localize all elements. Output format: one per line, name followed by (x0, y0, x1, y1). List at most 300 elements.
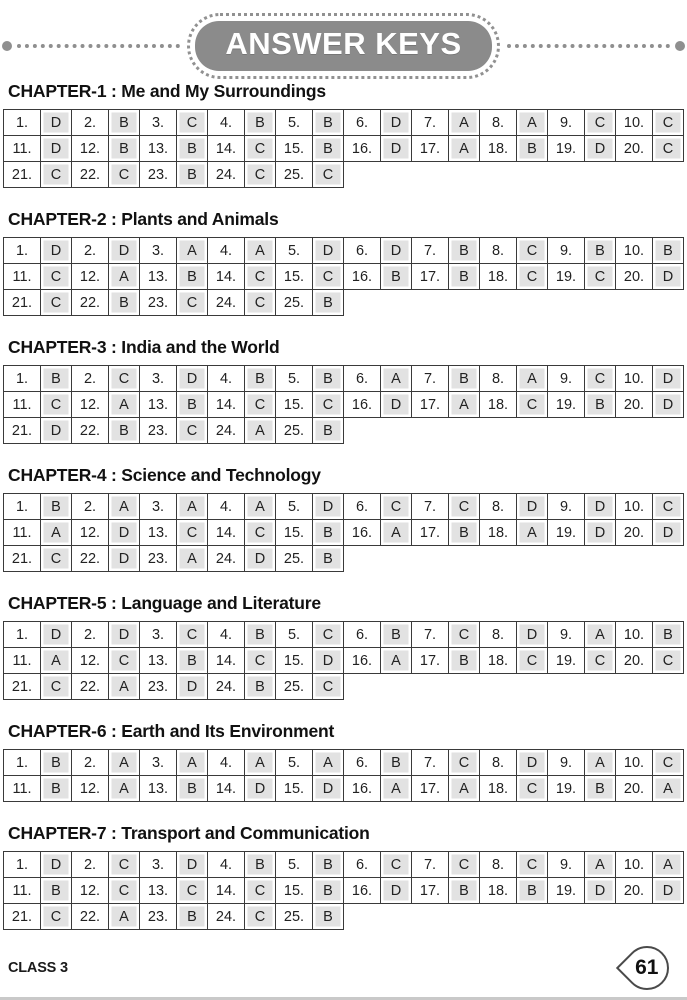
chapter-section (3, 721, 684, 802)
answer-cell: A (381, 366, 412, 392)
question-number-cell: 3. (140, 110, 177, 136)
page-footer (0, 946, 687, 990)
table-row (4, 110, 684, 136)
question-number-cell: 20. (616, 392, 653, 418)
answer-cell: D (41, 418, 72, 444)
answer-cell: C (177, 290, 208, 316)
answer-cell: C (109, 366, 140, 392)
answer-cell: A (381, 776, 412, 802)
question-number-cell: 9. (548, 750, 585, 776)
answer-cell: B (109, 110, 140, 136)
question-number-cell: 24. (208, 290, 245, 316)
answer-cell: C (245, 878, 276, 904)
answer-cell: C (245, 392, 276, 418)
chapter-section (3, 593, 684, 700)
answer-cell: A (109, 494, 140, 520)
answer-cell: D (109, 238, 140, 264)
answer-cell: B (585, 776, 616, 802)
answer-cell: A (109, 392, 140, 418)
question-number-cell: 2. (72, 238, 109, 264)
answer-cell: B (177, 776, 208, 802)
question-number-cell: 4. (208, 622, 245, 648)
question-number-cell: 23. (140, 290, 177, 316)
page-title: ANSWER KEYS (195, 21, 491, 71)
question-number-cell: 12. (72, 776, 109, 802)
answer-cell: C (109, 162, 140, 188)
answer-cell: C (517, 238, 548, 264)
question-number-cell: 24. (208, 162, 245, 188)
question-number-cell: 15. (276, 520, 313, 546)
answer-cell: B (449, 878, 480, 904)
question-number-cell: 16. (344, 648, 381, 674)
answer-cell: A (653, 852, 684, 878)
question-number-cell: 25. (276, 418, 313, 444)
question-number-cell: 19. (548, 878, 585, 904)
answer-cell: A (245, 238, 276, 264)
table-row (4, 366, 684, 392)
question-number-cell: 25. (276, 674, 313, 700)
question-number-cell: 15. (276, 136, 313, 162)
answer-cell: C (41, 904, 72, 930)
question-number-cell: 22. (72, 674, 109, 700)
answer-cell: C (41, 290, 72, 316)
question-number-cell: 10. (616, 750, 653, 776)
answer-cell: D (109, 546, 140, 572)
question-number-cell: 20. (616, 878, 653, 904)
answer-cell: D (381, 392, 412, 418)
question-number-cell: 14. (208, 136, 245, 162)
answer-cell: D (653, 392, 684, 418)
question-number-cell: 16. (344, 520, 381, 546)
answer-cell: C (313, 162, 344, 188)
question-number-cell: 21. (4, 418, 41, 444)
answer-cell: C (517, 648, 548, 674)
question-number-cell: 20. (616, 776, 653, 802)
table-row (4, 520, 684, 546)
question-number-cell: 16. (344, 392, 381, 418)
answer-cell: D (177, 852, 208, 878)
answer-cell: C (41, 546, 72, 572)
question-number-cell: 1. (4, 366, 41, 392)
answer-cell: B (449, 366, 480, 392)
answer-cell: A (245, 494, 276, 520)
question-number-cell: 17. (412, 264, 449, 290)
question-number-cell: 5. (276, 494, 313, 520)
answer-cell: C (653, 110, 684, 136)
answer-cell: C (109, 648, 140, 674)
answer-cell: B (313, 878, 344, 904)
question-number-cell: 1. (4, 622, 41, 648)
answer-cell: B (41, 776, 72, 802)
answer-cell: D (653, 366, 684, 392)
question-number-cell: 11. (4, 392, 41, 418)
question-number-cell: 12. (72, 392, 109, 418)
question-number-cell: 2. (72, 494, 109, 520)
page-number-badge (616, 937, 678, 999)
answer-cell: A (109, 904, 140, 930)
question-number-cell: 24. (208, 904, 245, 930)
question-number-cell: 14. (208, 776, 245, 802)
answer-cell: C (41, 264, 72, 290)
question-number-cell: 3. (140, 852, 177, 878)
answer-cell: B (41, 366, 72, 392)
question-number-cell: 6. (344, 622, 381, 648)
question-number-cell: 17. (412, 136, 449, 162)
answer-cell: A (109, 776, 140, 802)
question-number-cell: 22. (72, 904, 109, 930)
question-number-cell: 25. (276, 546, 313, 572)
question-number-cell: 25. (276, 290, 313, 316)
question-number-cell: 11. (4, 136, 41, 162)
answer-table (3, 621, 684, 700)
question-number-cell: 17. (412, 520, 449, 546)
question-number-cell: 11. (4, 878, 41, 904)
answer-cell: D (177, 674, 208, 700)
question-number-cell: 8. (480, 852, 517, 878)
answer-cell: D (41, 136, 72, 162)
question-number-cell: 16. (344, 264, 381, 290)
answer-cell: C (585, 110, 616, 136)
answer-cell: C (109, 878, 140, 904)
answer-cell: C (313, 622, 344, 648)
chapter-section (3, 209, 684, 316)
answer-cell: A (41, 520, 72, 546)
answer-cell: D (313, 776, 344, 802)
page-header (0, 0, 687, 66)
question-number-cell: 8. (480, 622, 517, 648)
question-number-cell: 5. (276, 110, 313, 136)
question-number-cell: 23. (140, 162, 177, 188)
question-number-cell: 6. (344, 110, 381, 136)
answer-cell: C (313, 392, 344, 418)
chapter-heading: CHAPTER-2 : Plants and Animals (8, 209, 279, 229)
question-number-cell: 20. (616, 264, 653, 290)
answer-cell: B (381, 750, 412, 776)
question-number-cell: 24. (208, 674, 245, 700)
question-number-cell: 9. (548, 494, 585, 520)
table-row (4, 622, 684, 648)
question-number-cell: 13. (140, 520, 177, 546)
answer-cell: A (585, 852, 616, 878)
answer-cell: D (585, 520, 616, 546)
question-number-cell: 18. (480, 392, 517, 418)
answer-cell: D (245, 546, 276, 572)
answer-cell: A (517, 520, 548, 546)
answer-cell: A (41, 648, 72, 674)
question-number-cell: 17. (412, 776, 449, 802)
question-number-cell: 4. (208, 366, 245, 392)
answer-cell: C (381, 852, 412, 878)
answer-cell: B (381, 622, 412, 648)
answer-cell: B (313, 290, 344, 316)
question-number-cell: 23. (140, 904, 177, 930)
question-number-cell: 3. (140, 366, 177, 392)
answer-cell: C (517, 264, 548, 290)
question-number-cell: 10. (616, 238, 653, 264)
answer-cell: B (177, 648, 208, 674)
answer-cell: C (517, 852, 548, 878)
question-number-cell: 22. (72, 546, 109, 572)
answer-cell: B (41, 494, 72, 520)
answer-cell: C (585, 366, 616, 392)
question-number-cell: 18. (480, 264, 517, 290)
answer-cell: D (109, 520, 140, 546)
question-number-cell: 21. (4, 162, 41, 188)
table-row (4, 162, 684, 188)
answer-cell: C (449, 494, 480, 520)
answer-cell: B (449, 238, 480, 264)
answer-cell: D (381, 238, 412, 264)
answer-cell: D (381, 110, 412, 136)
answer-cell: C (41, 674, 72, 700)
question-number-cell: 16. (344, 136, 381, 162)
answer-cell: B (449, 520, 480, 546)
question-number-cell: 12. (72, 136, 109, 162)
answer-cell: B (313, 904, 344, 930)
answer-cell: C (449, 852, 480, 878)
answer-cell: C (653, 648, 684, 674)
end-dot-left-icon (2, 41, 12, 51)
question-number-cell: 10. (616, 494, 653, 520)
question-number-cell: 19. (548, 392, 585, 418)
answer-cell: D (313, 494, 344, 520)
question-number-cell: 2. (72, 852, 109, 878)
question-number-cell: 18. (480, 878, 517, 904)
answer-cell: C (245, 264, 276, 290)
question-number-cell: 7. (412, 750, 449, 776)
answer-cell: A (449, 776, 480, 802)
table-row (4, 878, 684, 904)
answer-cell: C (313, 264, 344, 290)
question-number-cell: 4. (208, 750, 245, 776)
answer-cell: B (41, 878, 72, 904)
chapter-heading: CHAPTER-4 : Science and Technology (8, 465, 321, 485)
answer-cell: D (517, 622, 548, 648)
table-row (4, 290, 684, 316)
table-row (4, 852, 684, 878)
answer-cell: B (109, 290, 140, 316)
answer-cell: A (449, 392, 480, 418)
answer-cell: B (177, 392, 208, 418)
question-number-cell: 7. (412, 110, 449, 136)
answer-cell: B (245, 366, 276, 392)
question-number-cell: 13. (140, 392, 177, 418)
question-number-cell: 15. (276, 648, 313, 674)
question-number-cell: 22. (72, 418, 109, 444)
question-number-cell: 19. (548, 776, 585, 802)
answer-cell: B (313, 366, 344, 392)
question-number-cell: 4. (208, 110, 245, 136)
answer-cell: A (449, 136, 480, 162)
question-number-cell: 15. (276, 392, 313, 418)
table-row (4, 392, 684, 418)
answer-cell: A (653, 776, 684, 802)
answer-cell: A (517, 110, 548, 136)
question-number-cell: 4. (208, 494, 245, 520)
answer-cell: C (653, 750, 684, 776)
question-number-cell: 19. (548, 264, 585, 290)
answer-cell: A (177, 750, 208, 776)
answer-cell: D (585, 878, 616, 904)
answer-cell: C (177, 878, 208, 904)
table-row (4, 546, 684, 572)
answer-cell: C (653, 494, 684, 520)
question-number-cell: 17. (412, 648, 449, 674)
dotted-line-left (17, 44, 180, 48)
answer-cell: C (449, 750, 480, 776)
question-number-cell: 10. (616, 622, 653, 648)
question-number-cell: 18. (480, 520, 517, 546)
answer-cell: B (313, 520, 344, 546)
question-number-cell: 5. (276, 852, 313, 878)
question-number-cell: 15. (276, 776, 313, 802)
question-number-cell: 2. (72, 110, 109, 136)
answer-cell: C (177, 622, 208, 648)
question-number-cell: 9. (548, 366, 585, 392)
dotted-line-right (507, 44, 670, 48)
question-number-cell: 21. (4, 290, 41, 316)
answer-cell: C (313, 674, 344, 700)
question-number-cell: 7. (412, 494, 449, 520)
answer-cell: B (517, 878, 548, 904)
question-number-cell: 1. (4, 852, 41, 878)
answer-table (3, 749, 684, 802)
question-number-cell: 10. (616, 366, 653, 392)
answer-cell: B (585, 392, 616, 418)
answer-cell: A (585, 622, 616, 648)
question-number-cell: 23. (140, 546, 177, 572)
answer-cell: C (245, 648, 276, 674)
question-number-cell: 2. (72, 750, 109, 776)
table-row (4, 648, 684, 674)
question-number-cell: 20. (616, 648, 653, 674)
table-row (4, 776, 684, 802)
question-number-cell: 19. (548, 520, 585, 546)
table-row (4, 136, 684, 162)
answer-cell: A (585, 750, 616, 776)
question-number-cell: 3. (140, 750, 177, 776)
answer-cell: D (313, 238, 344, 264)
question-number-cell: 25. (276, 162, 313, 188)
answer-cell: C (517, 392, 548, 418)
chapter-heading: CHAPTER-7 : Transport and Communication (8, 823, 370, 843)
answer-cell: B (449, 648, 480, 674)
question-number-cell: 1. (4, 750, 41, 776)
question-number-cell: 8. (480, 366, 517, 392)
question-number-cell: 14. (208, 392, 245, 418)
page-number: 61 (635, 955, 659, 979)
question-number-cell: 20. (616, 520, 653, 546)
title-badge (195, 21, 491, 71)
table-row (4, 750, 684, 776)
answer-cell: C (517, 776, 548, 802)
question-number-cell: 21. (4, 904, 41, 930)
question-number-cell: 9. (548, 852, 585, 878)
question-number-cell: 12. (72, 878, 109, 904)
table-row (4, 238, 684, 264)
answer-cell: C (41, 162, 72, 188)
answer-cell: A (177, 238, 208, 264)
chapter-heading: CHAPTER-1 : Me and My Surroundings (8, 81, 326, 101)
answer-cell: C (245, 904, 276, 930)
chapter-section (3, 81, 684, 188)
answer-cell: C (449, 622, 480, 648)
answer-cell: D (653, 520, 684, 546)
answer-cell: A (381, 648, 412, 674)
answer-cell: C (585, 264, 616, 290)
end-dot-right-icon (675, 41, 685, 51)
answer-cell: D (177, 366, 208, 392)
answer-table (3, 109, 684, 188)
answer-cell: D (313, 648, 344, 674)
answer-cell: D (245, 776, 276, 802)
answer-cell: D (41, 110, 72, 136)
question-number-cell: 9. (548, 238, 585, 264)
answer-cell: B (381, 264, 412, 290)
question-number-cell: 11. (4, 264, 41, 290)
question-number-cell: 1. (4, 238, 41, 264)
question-number-cell: 13. (140, 878, 177, 904)
question-number-cell: 24. (208, 546, 245, 572)
answer-cell: C (245, 136, 276, 162)
chapter-sections (0, 81, 687, 930)
answer-cell: D (585, 136, 616, 162)
question-number-cell: 7. (412, 852, 449, 878)
question-number-cell: 10. (616, 852, 653, 878)
answer-cell: B (313, 546, 344, 572)
answer-cell: D (653, 264, 684, 290)
answer-cell: B (245, 622, 276, 648)
answer-cell: B (585, 238, 616, 264)
question-number-cell: 23. (140, 418, 177, 444)
question-number-cell: 18. (480, 136, 517, 162)
table-row (4, 264, 684, 290)
answer-cell: A (245, 750, 276, 776)
question-number-cell: 23. (140, 674, 177, 700)
chapter-section (3, 465, 684, 572)
answer-cell: A (177, 546, 208, 572)
question-number-cell: 21. (4, 546, 41, 572)
question-number-cell: 7. (412, 238, 449, 264)
class-label: CLASS 3 (8, 960, 68, 976)
question-number-cell: 19. (548, 136, 585, 162)
question-number-cell: 8. (480, 494, 517, 520)
answer-cell: B (653, 238, 684, 264)
answer-cell: A (245, 418, 276, 444)
question-number-cell: 21. (4, 674, 41, 700)
answer-cell: D (41, 622, 72, 648)
question-number-cell: 6. (344, 494, 381, 520)
question-number-cell: 16. (344, 776, 381, 802)
table-row (4, 418, 684, 444)
question-number-cell: 3. (140, 238, 177, 264)
question-number-cell: 13. (140, 136, 177, 162)
answer-cell: B (177, 904, 208, 930)
answer-cell: C (41, 392, 72, 418)
question-number-cell: 5. (276, 750, 313, 776)
table-row (4, 674, 684, 700)
answer-table (3, 493, 684, 572)
chapter-section (3, 337, 684, 444)
question-number-cell: 7. (412, 622, 449, 648)
question-number-cell: 4. (208, 852, 245, 878)
answer-cell: B (177, 136, 208, 162)
question-number-cell: 11. (4, 520, 41, 546)
question-number-cell: 19. (548, 648, 585, 674)
question-number-cell: 3. (140, 494, 177, 520)
answer-cell: B (313, 136, 344, 162)
question-number-cell: 1. (4, 110, 41, 136)
